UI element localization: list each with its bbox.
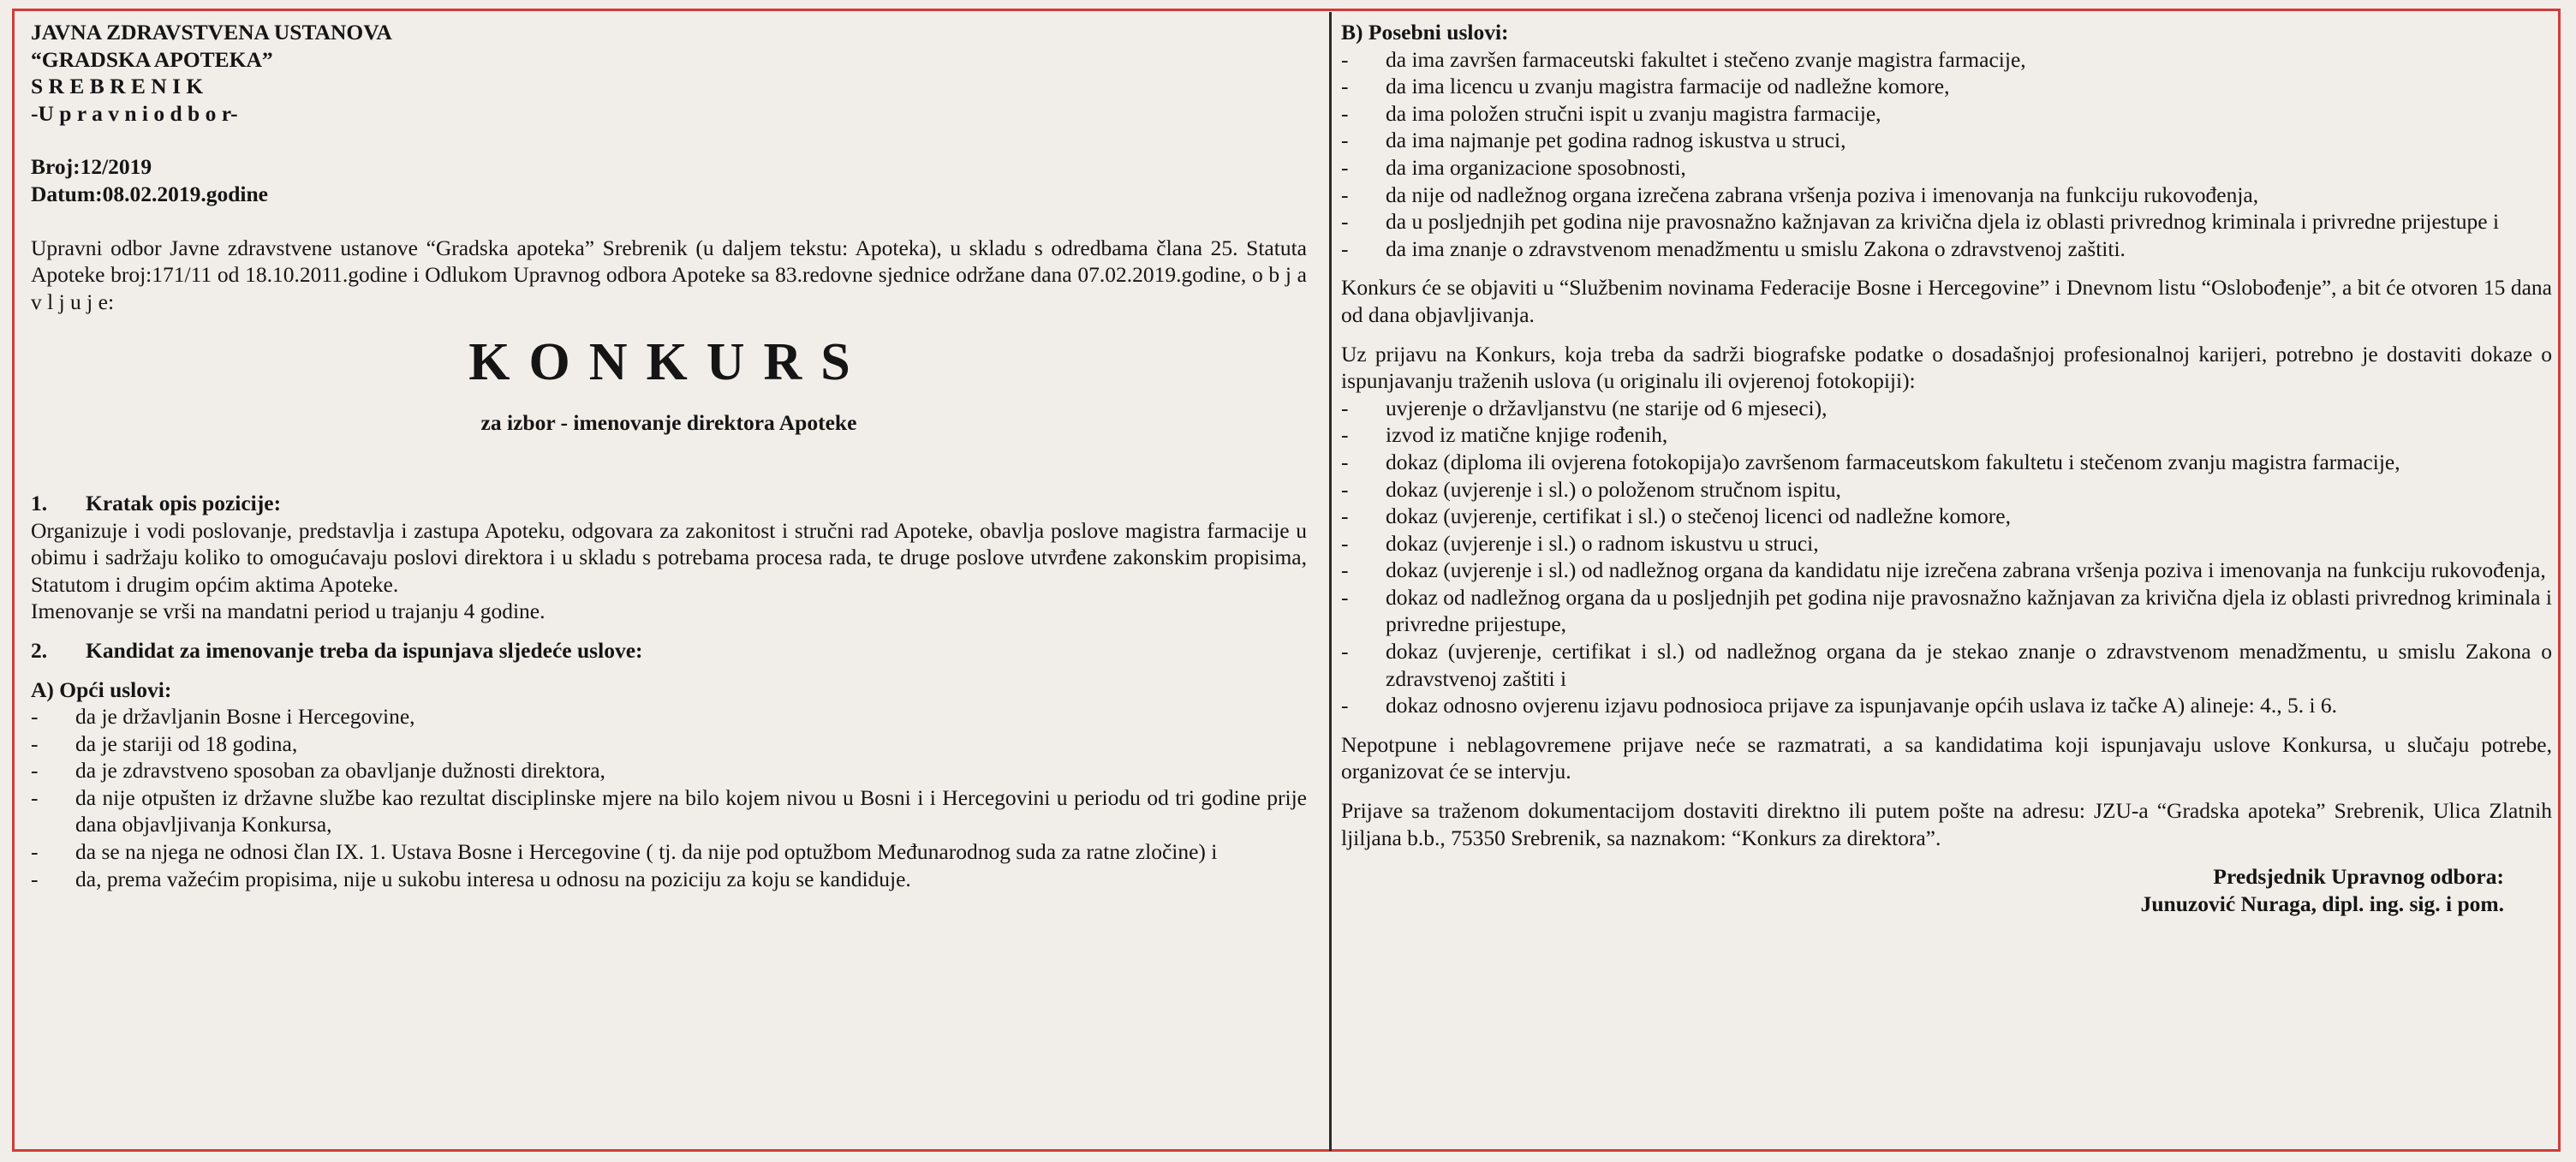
org-subname: “GRADSKA APOTEKA” (31, 46, 273, 72)
list-item: - dokaz (uvjerenje i sl.) od nadležnog organa da kandidatu nije izrečena zabrana vršenja poziva i imenovanja na funkciju rukovođenja, (1341, 557, 2552, 584)
column-divider (1329, 12, 1332, 1151)
special-conditions-heading: B) Posebni uslovi: (1341, 20, 1509, 45)
list-item: - da, prema važećim propisima, nije u sukobu interesa u odnosu na poziciju za koju se kandiduje. (31, 866, 1307, 893)
section-1-heading: 1. Kratak opis pozicije: (31, 490, 282, 515)
special-conditions-list (1341, 46, 2552, 263)
list-item: - da ima položen stručni ispit u zvanju magistra farmacije, (1341, 100, 2552, 128)
incomplete-applications-paragraph: Nepotpune i neblagovremene prijave neće se razmatrati, a sa kandidatima koji ispunjavaju uslove Konkursa, u slučaju potrebe, organizovat će se intervju. (1341, 731, 2552, 784)
section-1-mandate: Imenovanje se vrši na mandatni period u trajanju 4 godine. (31, 599, 546, 624)
general-conditions-heading: A) Opći uslovi: (31, 676, 172, 702)
list-item: - da je stariji od 18 godina, (31, 730, 1307, 758)
list-item: - da se na njega ne odnosi član IX. 1. Ustava Bosne i Hercegovine ( tj. da nije pod optužbom Međunarodnog suda za ratne zločine) i (31, 838, 1307, 866)
document-number: Broj:12/2019 (31, 154, 152, 180)
left-column (31, 19, 1307, 892)
signature-block (1341, 863, 2552, 917)
list-item: - da ima završen farmaceutski fakultet i stečeno zvanje magistra farmacije, (1341, 46, 2552, 74)
list-item: - dokaz (uvjerenje i sl.) o položenom stručnom ispitu, (1341, 476, 2552, 504)
list-item: - dokaz (diploma ili ovjerena fotokopija)o završenom farmaceutskom fakultetu i stečenom zvanju magistra farmacije, (1341, 449, 2552, 476)
list-item: - da nije od nadležnog organa izrečena zabrana vršenja poziva i imenovanja na funkciju rukovođenja, (1341, 182, 2552, 209)
list-item: - dokaz od nadležnog organa da u posljednjih pet godina nije pravosnažno kažnjavan za krivična djela iz oblasti privrednog kriminala i privredne prijestupe, (1341, 584, 2552, 638)
list-item: - izvod iz matične knjige rođenih, (1341, 421, 2552, 449)
list-item: - da nije otpušten iz državne službe kao rezultat disciplinske mjere na bilo kojem nivou u Bosni i i Hercegovini u periodu od tri godine prije dana objavljivanja Konkursa, (31, 784, 1307, 838)
documents-intro: Uz prijavu na Konkurs, koja treba da sadrži biografske podatke o dosadašnjoj profesionalnoj karijeri, potrebno je dostaviti dokaze o ispunjavanju traženih uslova (u originalu ili ovjerenoj fotokopiji): (1341, 341, 2552, 394)
list-item: - da je državljanin Bosne i Hercegovine, (31, 703, 1307, 730)
signature-title: Predsjednik Upravnog odbora: (2213, 864, 2504, 890)
general-conditions-list (31, 703, 1307, 892)
section-1-text: Organizuje i vodi poslovanje, predstavlja i zastupa Apoteku, odgovara za zakonitost i stručni rad Apoteke, obavlja poslove magistra farmacije u obimu i sadržaju koliko to omogućavaju poslovi direktora i u skladu s potrebama procesa rada, te druge poslove utvrđene zakonskim propisima, Statutom i drugim općim aktima Apoteke. (31, 517, 1307, 597)
list-item: - da u posljednjih pet godina nije pravosnažno kažnjavan za krivična djela iz oblasti privrednog kriminala i privredne prijestupe i (1341, 208, 2552, 235)
documents-list (1341, 395, 2552, 719)
signature-name: Junuzović Nuraga, dipl. ing. sig. i pom. (2140, 891, 2504, 916)
list-item: - da ima najmanje pet godina radnog iskustva u struci, (1341, 127, 2552, 154)
list-item: - dokaz (uvjerenje, certifikat i sl.) od nadležnog organa da je stekao znanje o zdravstvenom menadžmentu, u smislu Zakona o zdravstvenoj zaštiti i (1341, 638, 2552, 692)
list-item: - da ima licencu u zvanju magistra farmacije od nadležne komore, (1341, 73, 2552, 100)
list-item: - da ima organizacione sposobnosti, (1341, 154, 2552, 182)
org-name: JAVNA ZDRAVSTVENA USTANOVA (31, 20, 392, 45)
section-2-heading: 2. Kandidat za imenovanje treba da ispunjava sljedeće uslove: (31, 637, 643, 663)
notice-title: KONKURS (468, 333, 869, 392)
list-item: - dokaz odnosno ovjerenu izjavu podnosioca prijave za ispunjavanje općih uslava iz tačke A) alineje: 4., 5. i 6. (1341, 692, 2552, 719)
publication-paragraph: Konkurs će se objaviti u “Službenim novinama Federacije Bosne i Hercegovine” i Dnevnom listu “Oslobođenje”, a bit će otvoren 15 dana od dana objavljivanja. (1341, 275, 2552, 327)
org-city: S R E B R E N I K (31, 74, 204, 99)
document-date: Datum:08.02.2019.godine (31, 181, 268, 206)
notice-subtitle: za izbor - imenovanje direktora Apoteke (480, 410, 857, 436)
list-item: - dokaz (uvjerenje i sl.) o radnom iskustvu u struci, (1341, 530, 2552, 557)
right-column (1341, 19, 2552, 917)
list-item: - da je zdravstveno sposoban za obavljanje dužnosti direktora, (31, 757, 1307, 784)
list-item: - dokaz (uvjerenje, certifikat i sl.) o stečenoj licenci od nadležne komore, (1341, 503, 2552, 530)
list-item: - uvjerenje o državljanstvu (ne starije od 6 mjeseci), (1341, 395, 2552, 422)
org-board: -U p r a v n i o d b o r- (31, 100, 238, 126)
list-item: - da ima znanje o zdravstvenom menadžmentu u smislu Zakona o zdravstvenoj zaštiti. (1341, 235, 2552, 263)
submission-paragraph: Prijave sa traženom dokumentacijom dostaviti direktno ili putem pošte na adresu: JZU-a “Gradska apoteka” Srebrenik, Ulica Zlatnih ljiljana b.b., 75350 Srebrenik, sa naznakom: “Konkurs za direktora”. (1341, 798, 2552, 850)
intro-paragraph: Upravni odbor Javne zdravstvene ustanove “Gradska apoteka” Srebrenik (u daljem tekstu: Apoteka), u skladu s odredbama člana 25. Statuta Apoteke broj:171/11 od 18.10.2011.godine i Odlukom Upravnog odbora Apoteke sa 83.redovne sjednice održane dana 07.02.2019.godine, o b j a v l j u j e: (31, 235, 1307, 314)
